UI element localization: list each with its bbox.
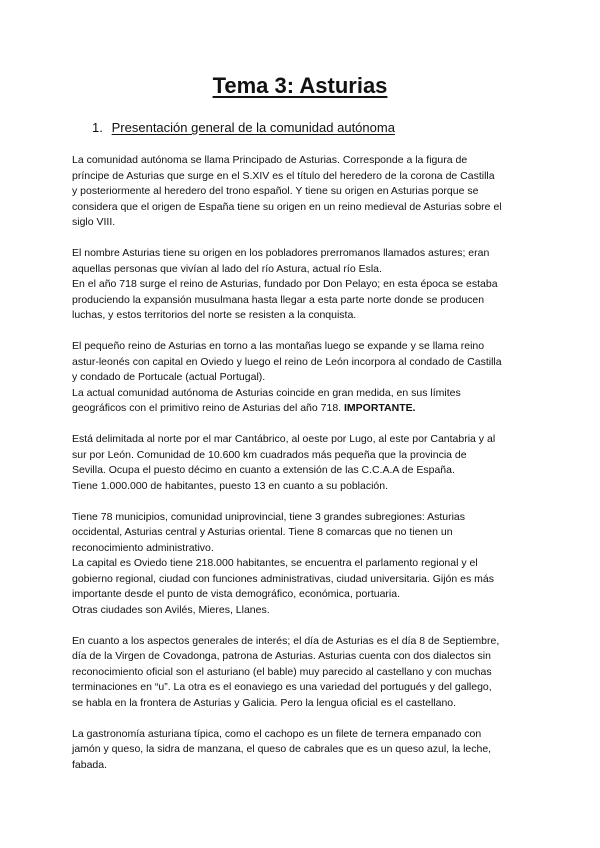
- line-text: astur-leonés con capital en Oviedo y luego el reino de León incorpora al condado de Castilla: [72, 355, 502, 368]
- line-text: Otras ciudades son Avilés, Mieres, Llanes.: [72, 603, 270, 616]
- line-text: y condado de Portucale (actual Portugal).: [72, 371, 266, 383]
- line-text: jamón y queso, la sidra de manzana, el queso de cabrales que es un queso azul, la leche,: [72, 743, 492, 755]
- section-title: Presentación general de la comunidad autónoma: [111, 120, 395, 135]
- text-line: [72, 262, 534, 278]
- line-text: Está delimitada al norte por el mar Cantábrico, al oeste por Lugo, al este por Cantabria y al: [72, 433, 496, 445]
- line-text: Sevilla. Ocupa el puesto décimo en cuanto a extensión de las C.C.A.A de España.: [72, 464, 455, 476]
- line-text: Tiene 1.000.000 de habitantes, puesto 13 en cuanto a su población.: [72, 479, 389, 492]
- section-number: 1.: [92, 120, 103, 135]
- text-line: [72, 463, 534, 479]
- paragraph: [72, 153, 534, 231]
- text-line: [72, 634, 534, 650]
- text-line: [72, 370, 534, 386]
- text-line: [72, 184, 534, 200]
- text-line: [72, 665, 534, 681]
- line-text: sur por León. Comunidad de 10.600 km cuadrados más pequeña que la provincia de: [72, 448, 467, 461]
- paragraph: [72, 510, 534, 619]
- line-text: siglo VIII.: [72, 216, 116, 228]
- line-text: fabada.: [72, 758, 108, 771]
- text-line: [72, 649, 534, 665]
- text-line: [72, 355, 534, 371]
- text-line: [72, 293, 534, 309]
- text-line: [72, 339, 534, 355]
- text-line: [72, 308, 534, 324]
- line-text: geográficos con el primitivo reino de Asturias del año 718.: [72, 402, 342, 414]
- text-line: [72, 246, 534, 262]
- paragraph: [72, 246, 534, 324]
- line-text: La comunidad autónoma se llama Principado de Asturias. Corresponde a la figura de: [72, 154, 468, 166]
- text-line: [72, 401, 534, 417]
- text-line: [72, 169, 534, 185]
- paragraph: [72, 727, 534, 774]
- text-line: [72, 742, 534, 758]
- line-text: y posteriormente al heredero del trono español. Y tiene su origen en Asturias porque se: [72, 185, 479, 197]
- text-line: [72, 510, 534, 526]
- line-text: La actual comunidad autónoma de Asturias coincide en gran medida, en sus límites: [72, 386, 461, 399]
- line-text: occidental, Asturias central y Asturias oriental. Tiene 8 comarcas que no tienen un: [72, 526, 453, 538]
- paragraph: [72, 432, 534, 494]
- line-text: En el año 718 surge el reino de Asturias, fundado por Don Pelayo; en esta época se estaba: [72, 278, 498, 290]
- text-line: [72, 541, 534, 557]
- text-line: [72, 525, 534, 541]
- line-text: príncipe de Asturias que surge en el S.XIV es el título del heredero de la corona de Castilla: [72, 169, 495, 182]
- line-text: Tiene 78 municipios, comunidad uniprovincial, tiene 3 grandes subregiones: Asturias: [72, 510, 466, 523]
- line-text: gobierno regional, ciudad con funciones administrativas, ciudad universitaria. Gijón es más: [72, 572, 494, 585]
- text-line: [72, 200, 534, 216]
- line-text: El pequeño reino de Asturias en torno a las montañas luego se expande y se llama reino: [72, 340, 485, 352]
- line-text: se habla en la frontera de Asturias y Galicia. Pero la lengua oficial es el castellano.: [72, 696, 457, 709]
- text-line: [72, 680, 534, 696]
- page-title: Tema 3: Asturias: [212, 73, 388, 98]
- emphasis-label: IMPORTANTE.: [344, 402, 416, 414]
- line-text: importante desde el punto de vista demográfico, económica, portuaria.: [72, 588, 401, 600]
- text-line: [72, 572, 534, 588]
- line-text: La capital es Oviedo tiene 218.000 habitantes, se encuentra el parlamento regional y el: [72, 557, 478, 569]
- text-line: [72, 587, 534, 603]
- line-text: La gastronomía asturiana típica, como el cachopo es un filete de ternera empanado con: [72, 727, 482, 740]
- line-text: luchas, y estos territorios del norte se resisten a la conquista.: [72, 309, 357, 321]
- text-line: [72, 479, 534, 495]
- text-line: [72, 432, 534, 448]
- text-line: [72, 727, 534, 743]
- text-line: [72, 696, 534, 712]
- text-line: [72, 277, 534, 293]
- text-line: [72, 556, 534, 572]
- text-line: [72, 215, 534, 231]
- line-text: terminaciones en “u”. La otra es el eonaviego es una variedad del portugués y del gallego,: [72, 681, 492, 693]
- text-line: [72, 603, 534, 619]
- line-text: reconocimiento oficial son el asturiano (el bable) muy parecido al castellano y con muchas: [72, 665, 492, 678]
- line-text: día de la Virgen de Covadonga, patrona de Asturias. Asturias cuenta con dos dialectos sin: [72, 650, 491, 662]
- line-text: El nombre Asturias tiene su origen en los pobladores prerromanos llamados astures; eran: [72, 247, 490, 259]
- line-text: aquellas personas que vivían al lado del río Astura, actual río Esla.: [72, 262, 382, 275]
- text-line: [72, 448, 534, 464]
- text-line: [72, 758, 534, 774]
- line-text: reconocimiento administrativo.: [72, 541, 214, 554]
- text-line: [72, 386, 534, 402]
- paragraph: [72, 634, 534, 712]
- text-line: [72, 153, 534, 169]
- line-text: produciendo la expansión musulmana hasta llegar a esta parte norte donde se producen: [72, 293, 485, 306]
- paragraph: [72, 339, 534, 417]
- line-text: considera que el origen de España tiene su origen en un reino medieval de Asturias sobre el: [72, 200, 502, 213]
- document-body: [72, 153, 534, 789]
- line-text: En cuanto a los aspectos generales de interés; el día de Asturias es el día 8 de Septiembre,: [72, 634, 500, 647]
- section-heading: [92, 120, 395, 136]
